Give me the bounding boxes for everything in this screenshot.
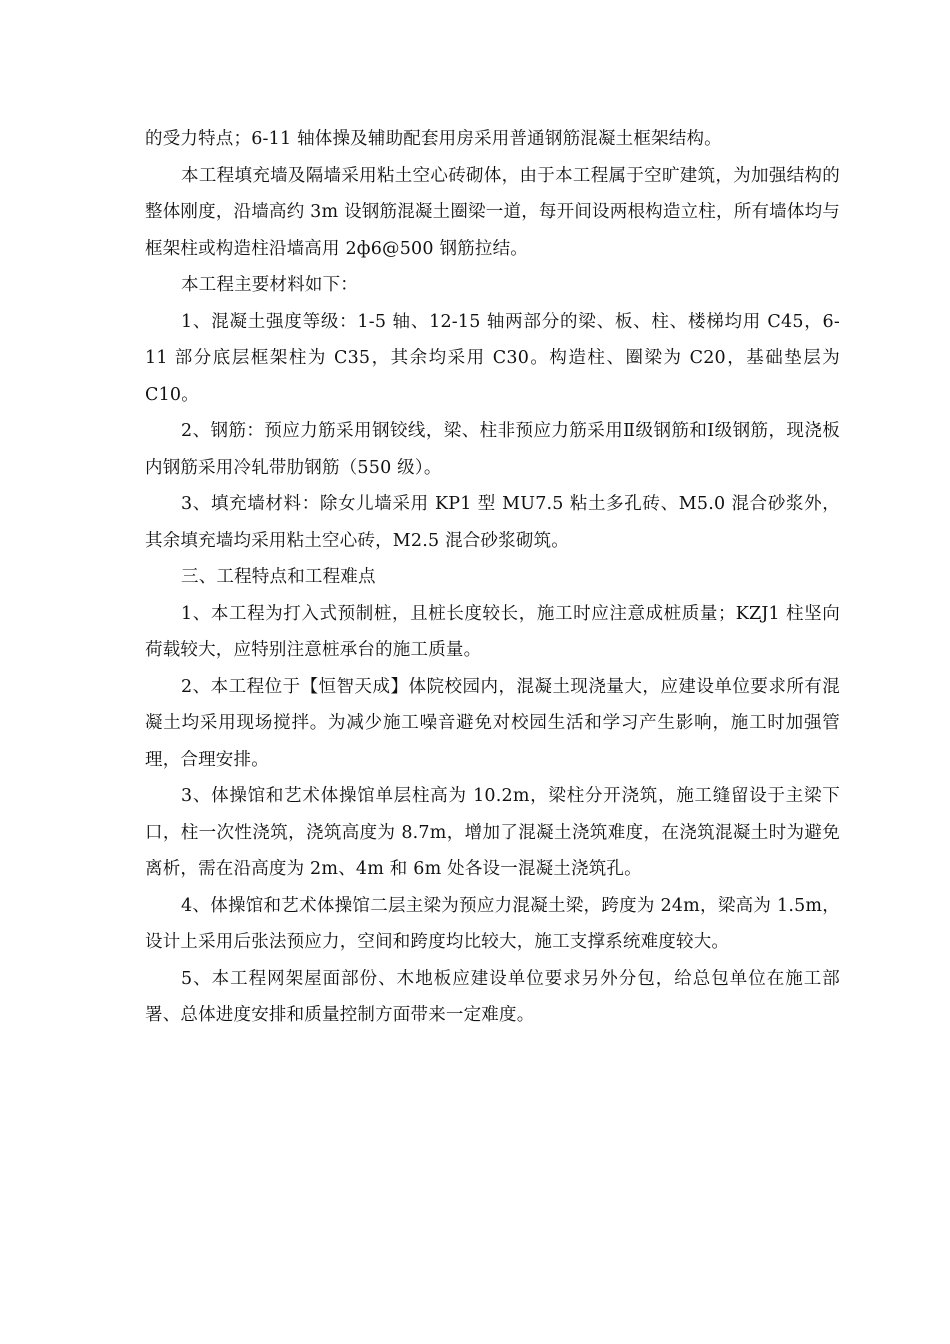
paragraph-feature-5: 5、本工程网架屋面部份、木地板应建设单位要求另外分包，给总包单位在施工部署、总体进度安排和质量控制方面带来一定难度。: [145, 968, 840, 1025]
paragraph-infill-wall: 本工程填充墙及隔墙采用粘土空心砖砌体，由于本工程属于空旷建筑，为加强结构的整体刚度，沿墙高约 3m 设钢筋混凝土圈梁一道，每开间设两根构造立柱，所有墙体均与框架柱或构造柱沿墙高用 2ф6@500 钢筋拉结。: [145, 165, 840, 259]
paragraph-concrete-grade: 1、混凝土强度等级：1-5 轴、12-15 轴两部分的梁、板、柱、楼梯均用 C45，6-11 部分底层框架柱为 C35，其余均采用 C30。构造柱、圈梁为 C20，基础垫层为 C10。: [145, 311, 840, 405]
paragraph-materials-heading: 本工程主要材料如下：: [181, 275, 358, 295]
paragraph-feature-1: 1、本工程为打入式预制桩，且桩长度较长，施工时应注意成桩质量；KZJ1 柱坚向荷载较大，应特别注意桩承台的施工质量。: [145, 603, 840, 660]
section-heading-features: 三、工程特点和工程难点: [181, 567, 376, 587]
paragraph-feature-3: 3、体操馆和艺术体操馆单层柱高为 10.2m，梁柱分开浇筑，施工缝留设于主梁下口，柱一次性浇筑，浇筑高度为 8.7m，增加了混凝土浇筑难度，在浇筑混凝土时为避免离析，需在沿高度为 2m、4m 和 6m 处各设一混凝土浇筑孔。: [145, 786, 840, 879]
document-body: [145, 121, 840, 1034]
paragraph-continued: 的受力特点；6-11 轴体操及辅助配套用房采用普通钢筋混凝土框架结构。: [145, 129, 722, 149]
paragraph-feature-2: 2、本工程位于【恒智天成】体院校园内，混凝土现浇量大，应建设单位要求所有混凝土均采用现场搅拌。为减少施工噪音避免对校园生活和学习产生影响，施工时加强管理，合理安排。: [145, 676, 840, 770]
paragraph-feature-4: 4、体操馆和艺术体操馆二层主梁为预应力混凝土梁，跨度为 24m，梁高为 1.5m，设计上采用后张法预应力，空间和跨度均比较大，施工支撑系统难度较大。: [145, 895, 840, 952]
paragraph-rebar: 2、钢筋：预应力筋采用钢铰线，梁、柱非预应力筋采用Ⅱ级钢筋和Ⅰ级钢筋，现浇板内钢筋采用冷轧带肋钢筋（550 级）。: [145, 421, 840, 478]
paragraph-infill-material: 3、填充墙材料：除女儿墙采用 KP1 型 MU7.5 粘土多孔砖、M5.0 混合砂浆外，其余填充墙均采用粘土空心砖，M2.5 混合砂浆砌筑。: [145, 494, 840, 551]
